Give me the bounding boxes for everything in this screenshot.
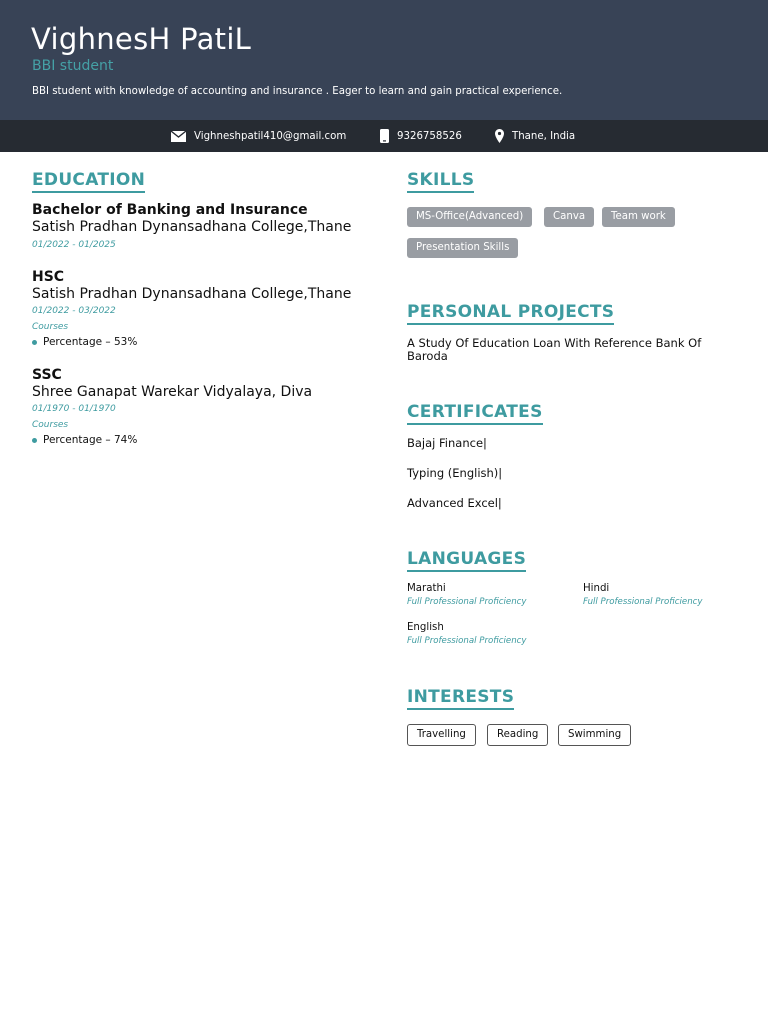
language-level: Full Professional Proficiency <box>407 597 527 607</box>
education-school: Satish Pradhan Dynansadhana College,Thane <box>32 286 352 302</box>
candidate-name: VighnesH PatiL <box>31 22 252 56</box>
skill-pill: MS-Office(Advanced) <box>407 207 532 227</box>
certificate-item: Advanced Excel| <box>407 496 502 510</box>
courses-label: Courses <box>32 420 69 430</box>
education-dates: 01/1970 - 01/1970 <box>32 404 116 414</box>
education-school: Satish Pradhan Dynansadhana College,Thane <box>32 219 352 235</box>
resume-header <box>0 0 768 120</box>
language-name: English <box>407 622 444 633</box>
language-name: Hindi <box>583 583 610 594</box>
courses-label: Courses <box>32 322 69 332</box>
education-title: EDUCATION <box>32 170 145 193</box>
education-degree: SSC <box>32 367 62 383</box>
skills-title: SKILLS <box>407 170 474 193</box>
course-item <box>32 434 137 446</box>
interest-pill: Reading <box>487 724 548 746</box>
interests-title: INTERESTS <box>407 687 514 710</box>
bullet-dot <box>32 438 37 443</box>
phone-text: 9326758526 <box>397 130 462 142</box>
certificates-title: CERTIFICATES <box>407 402 543 425</box>
contact-location <box>495 120 575 152</box>
education-degree: Bachelor of Banking and Insurance <box>32 202 308 218</box>
envelope-icon <box>171 131 194 142</box>
certificate-item: Bajaj Finance| <box>407 436 487 450</box>
interest-pill: Swimming <box>558 724 631 746</box>
language-name: Marathi <box>407 583 446 594</box>
projects-title: PERSONAL PROJECTS <box>407 302 614 325</box>
certificate-item: Typing (English)| <box>407 466 503 480</box>
language-level: Full Professional Proficiency <box>407 636 527 646</box>
interest-pill: Travelling <box>407 724 476 746</box>
course-item <box>32 336 137 348</box>
education-dates: 01/2022 - 01/2025 <box>32 240 116 250</box>
skill-pill: Team work <box>602 207 675 227</box>
education-school: Shree Ganapat Warekar Vidyalaya, Diva <box>32 384 313 400</box>
email-text: Vighneshpatil410@gmail.com <box>194 130 347 142</box>
skill-pill: Presentation Skills <box>407 238 518 258</box>
contact-bar <box>0 120 768 152</box>
education-degree: HSC <box>32 269 65 285</box>
education-dates: 01/2022 - 03/2022 <box>32 306 116 316</box>
skill-pill: Canva <box>544 207 594 227</box>
contact-phone[interactable] <box>380 120 462 152</box>
course-text: Percentage – 53% <box>43 336 138 348</box>
course-text: Percentage – 74% <box>43 434 138 446</box>
bullet-dot <box>32 340 37 345</box>
languages-title: LANGUAGES <box>407 549 526 572</box>
map-pin-icon <box>495 129 512 143</box>
candidate-summary: BBI student with knowledge of accounting and insurance . Eager to learn and gain practical experience. <box>32 86 563 97</box>
phone-icon <box>380 129 397 143</box>
language-level: Full Professional Proficiency <box>583 597 703 607</box>
project-item: A Study Of Education Loan With Reference Bank Of Baroda <box>407 336 702 363</box>
location-text: Thane, India <box>512 130 576 142</box>
contact-email[interactable] <box>171 120 346 152</box>
candidate-headline: BBI student <box>32 58 114 74</box>
